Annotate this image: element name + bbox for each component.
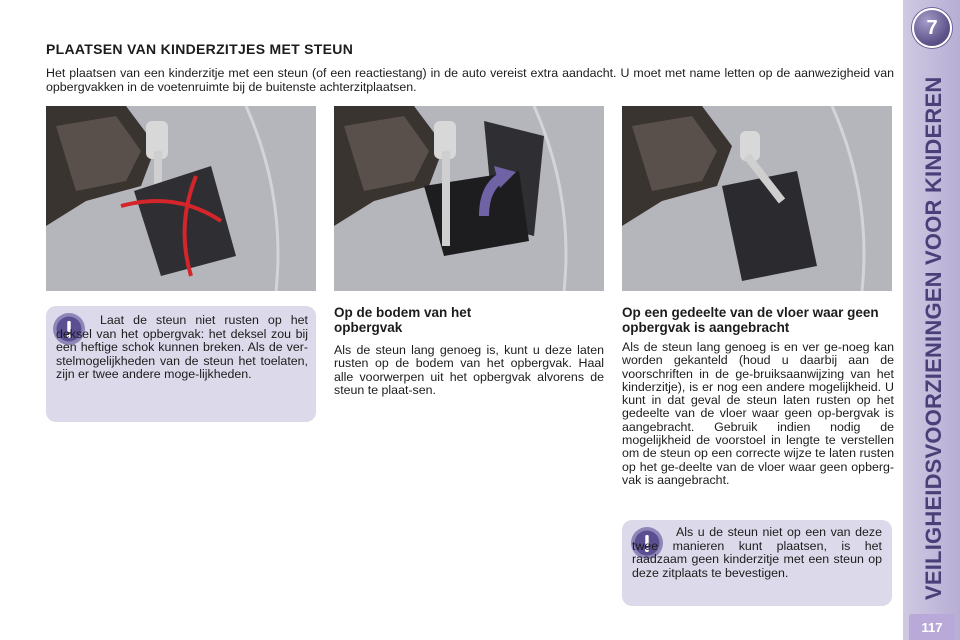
chapter-number: 7 (926, 16, 938, 39)
illustration-wrong-placement (46, 106, 316, 291)
floor-without-compartment-icon (622, 106, 892, 291)
warning-box-no-seat (622, 520, 892, 606)
warning-text: Als u de steun niet op een van deze twee manieren kunt plaatsen, is het raadzaam geen kinderzitje met een steun op deze zitplaats te bevestigen. (632, 525, 882, 580)
section-title: PLAATSEN VAN KINDERZITJES MET STEUN (46, 41, 354, 57)
illustration-floor-area (622, 106, 892, 291)
warning-text: Laat de steun niet rusten op het deksel van het opbergvak: het deksel zou bij een heftige schok kunnen breken. Als de ver-stelmogelijkheden van de steun het toelaten, zijn er twee andere moge-lijkheden. (56, 313, 308, 381)
open-storage-compartment-arrow-icon (334, 106, 604, 291)
heading-compartment-bottom: Op de bodem van het opbergvak (334, 305, 472, 335)
body-floor-area: Als de steun lang genoeg is en ver ge-noeg kan worden gekanteld (houd u daarbij aan de voorschriften in de ge-bruiksaanwijzing van het kinderzitje), is er nog een andere mogelijkheid. U kunt in dat geval de steun laten rusten op het gedeelte van de vloer waar geen op-bergvak is aangebracht. Gebruik indien nodig de mogelijkheid de voorstoel in lengte te verstellen om de steun op een correcte wijze te laten rusten op het ge-deelte van de vloer waar geen opberg-vak is aangebracht. (622, 340, 894, 487)
illustration-compartment-bottom (334, 106, 604, 291)
body-compartment-bottom: Als de steun lang genoeg is, kunt u deze laten rusten op de bodem van het opbergvak. Haal alle voorwerpen uit het opbergvak alvorens de steun te plaat-sen. (334, 343, 604, 397)
intro-paragraph: Het plaatsen van een kinderzitje met een steun (of een reactiestang) in de auto vereist extra aandacht. U moet met name letten op de aanwezigheid van opbergvakken in de voetenruimte bij de buitenste achterzitplaatsen. (46, 66, 894, 94)
heading-floor-area: Op een gedeelte van de vloer waar geen opbergvak is aangebracht (622, 305, 879, 335)
chapter-number-badge (912, 8, 952, 48)
chapter-title: VEILIGHEIDSVOORZIENINGEN VOOR KINDEREN (921, 76, 946, 600)
page-number-box (909, 614, 955, 640)
warning-box-lid (46, 306, 316, 422)
wrong-position-red-cross-icon (46, 106, 316, 291)
page-number: 117 (921, 619, 943, 635)
